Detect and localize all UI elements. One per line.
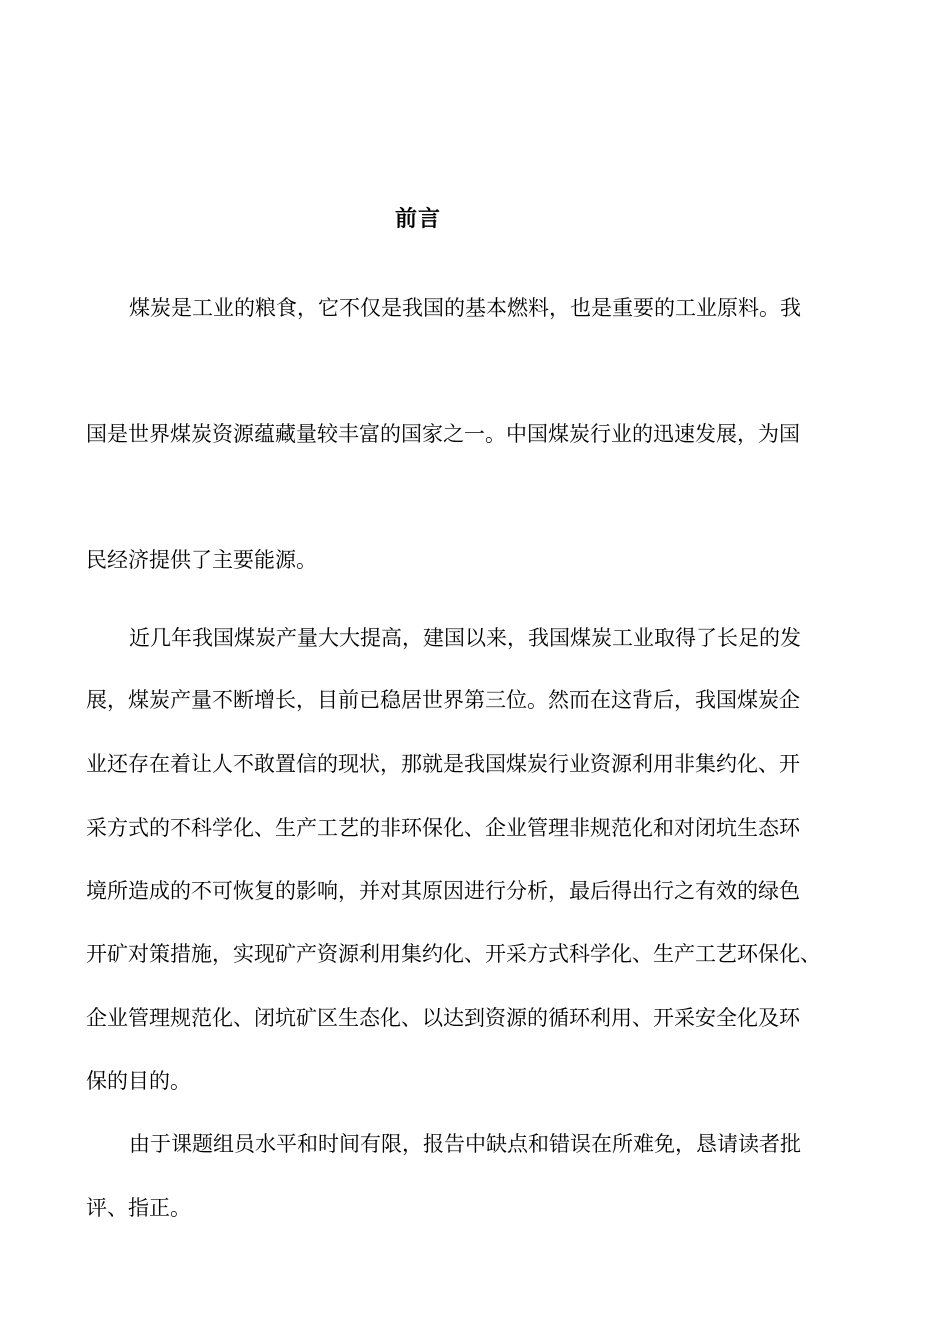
paragraph-2-line-4: 采方式的不科学化、生产工艺的非环保化、企业管理非规范化和对闭坑生态环	[86, 816, 800, 840]
paragraph-1-line-2: 国是世界煤炭资源蕴藏量较丰富的国家之一。中国煤炭行业的迅速发展，为国	[86, 422, 800, 446]
paragraph-1-line-3: 民经济提供了主要能源。	[86, 548, 317, 572]
paragraph-2-line-6: 开矿对策措施，实现矿产资源利用集约化、开采方式科学化、生产工艺环保化、	[86, 942, 821, 966]
paragraph-2-line-5: 境所造成的不可恢复的影响，并对其原因进行分析，最后得出行之有效的绿色	[86, 879, 800, 903]
paragraph-2-line-2: 展，煤炭产量不断增长，目前已稳居世界第三位。然而在这背后，我国煤炭企	[86, 688, 800, 712]
paragraph-3-line-1: 由于课题组员水平和时间有限，报告中缺点和错误在所难免，恳请读者批	[129, 1132, 801, 1156]
paragraph-2-line-3: 业还存在着让人不敢置信的现状，那就是我国煤炭行业资源利用非集约化、开	[86, 752, 800, 776]
paragraph-2-line-7: 企业管理规范化、闭坑矿区生态化、以达到资源的循环利用、开采安全化及环	[86, 1006, 800, 1030]
paragraph-3-line-2: 评、指正。	[86, 1196, 191, 1220]
paragraph-2-line-8: 保的目的。	[86, 1069, 191, 1093]
page-title: 前言	[394, 206, 441, 232]
paragraph-1-line-1: 煤炭是工业的粮食，它不仅是我国的基本燃料，也是重要的工业原料。我	[129, 296, 801, 320]
paragraph-2-line-1: 近几年我国煤炭产量大大提高，建国以来，我国煤炭工业取得了长足的发	[129, 626, 801, 650]
